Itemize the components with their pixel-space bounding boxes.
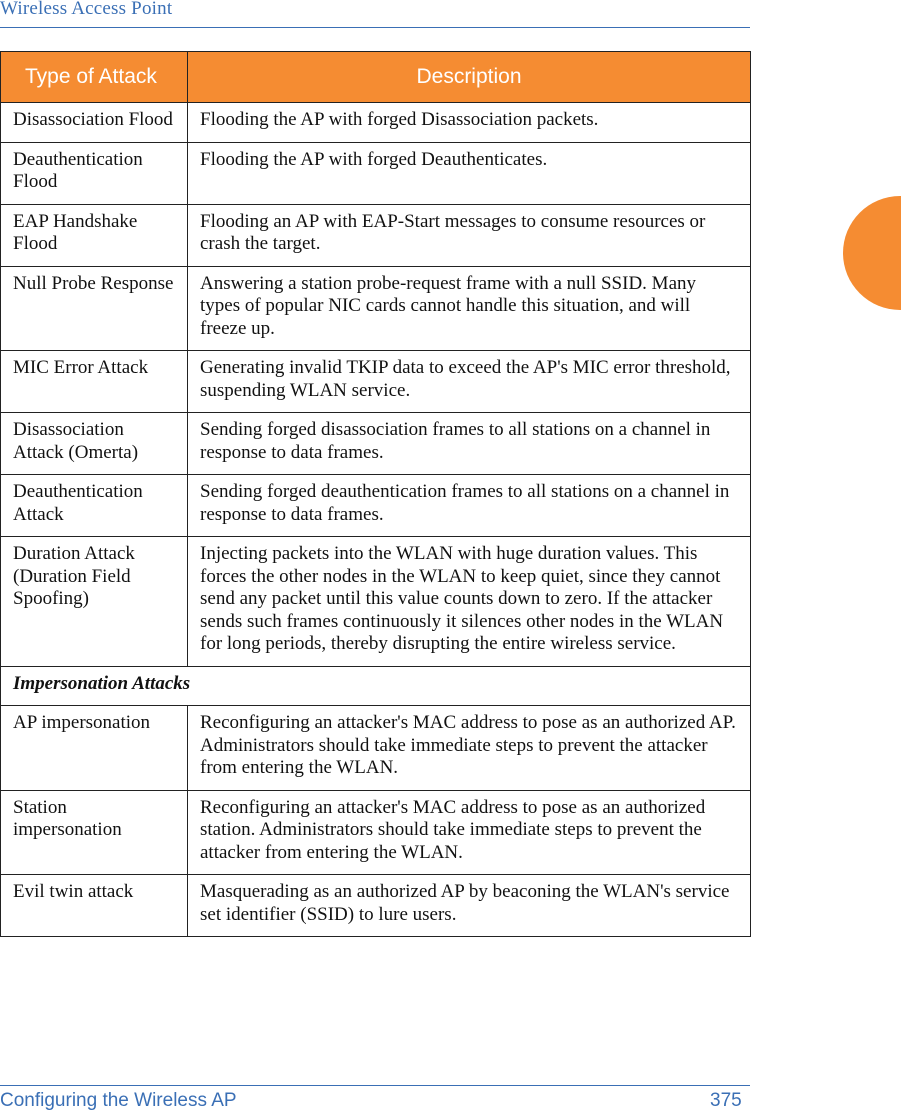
attack-type-cell: Null Probe Response — [1, 266, 188, 351]
footer-divider — [0, 1085, 750, 1086]
table-row — [1, 266, 751, 351]
attack-type-cell: Station impersonation — [1, 790, 188, 875]
attack-description-cell: Generating invalid TKIP data to exceed the AP's MIC error threshold, suspending WLAN service. — [188, 351, 751, 413]
attack-type-cell: MIC Error Attack — [1, 351, 188, 413]
table-row — [1, 204, 751, 266]
attack-type-cell: Disassociation Attack (Omerta) — [1, 413, 188, 475]
table-row — [1, 706, 751, 791]
chapter-tab-marker — [843, 196, 901, 310]
attack-description-cell: Flooding the AP with forged Deauthenticates. — [188, 142, 751, 204]
attack-description-cell: Masquerading as an authorized AP by beaconing the WLAN's service set identifier (SSID) to lure users. — [188, 875, 751, 937]
table-row — [1, 475, 751, 537]
table-row — [1, 790, 751, 875]
attack-description-cell: Sending forged disassociation frames to all stations on a channel in response to data frames. — [188, 413, 751, 475]
table-row — [1, 103, 751, 143]
attack-description-cell: Flooding an AP with EAP-Start messages to consume resources or crash the target. — [188, 204, 751, 266]
footer-section-title: Configuring the Wireless AP — [0, 1090, 237, 1111]
attack-type-cell: Duration Attack (Duration Field Spoofing) — [1, 537, 188, 667]
attack-type-cell: Disassociation Flood — [1, 103, 188, 143]
column-header-description: Description — [188, 52, 751, 103]
page-number: 375 — [710, 1090, 742, 1111]
attack-type-cell: AP impersonation — [1, 706, 188, 791]
attack-description-cell: Reconfiguring an attacker's MAC address to pose as an authorized AP. Administrators should take immediate steps to prevent the attacker from entering the WLAN. — [188, 706, 751, 791]
attack-types-table — [0, 51, 751, 937]
attack-description-cell: Answering a station probe-request frame with a null SSID. Many types of popular NIC cards cannot handle this situation, and will freeze up. — [188, 266, 751, 351]
table-header-row — [1, 52, 751, 103]
table-row — [1, 537, 751, 667]
attack-type-cell: Evil twin attack — [1, 875, 188, 937]
table-row — [1, 413, 751, 475]
page-header-title: Wireless Access Point — [0, 0, 173, 19]
attack-description-cell: Sending forged deauthentication frames to all stations on a channel in response to data frames. — [188, 475, 751, 537]
attack-description-cell: Flooding the AP with forged Disassociation packets. — [188, 103, 751, 143]
table-row — [1, 142, 751, 204]
attack-description-cell: Injecting packets into the WLAN with huge duration values. This forces the other nodes in the WLAN to keep quiet, since they cannot send any packet until this value counts down to zero. If the attacker sends such frames continuously it silences other nodes in the WLAN for long periods, thereby disrupting the entire wireless service. — [188, 537, 751, 667]
table-row — [1, 351, 751, 413]
attack-type-cell: EAP Handshake Flood — [1, 204, 188, 266]
section-title-impersonation: Impersonation Attacks — [1, 666, 751, 706]
table-row — [1, 875, 751, 937]
attack-type-cell: Deauthentication Flood — [1, 142, 188, 204]
section-row — [1, 666, 751, 706]
column-header-type: Type of Attack — [1, 52, 188, 103]
attack-description-cell: Reconfiguring an attacker's MAC address to pose as an authorized station. Administrators should take immediate steps to prevent the attacker from entering the WLAN. — [188, 790, 751, 875]
attack-type-cell: Deauthentication Attack — [1, 475, 188, 537]
header-divider — [0, 27, 750, 28]
